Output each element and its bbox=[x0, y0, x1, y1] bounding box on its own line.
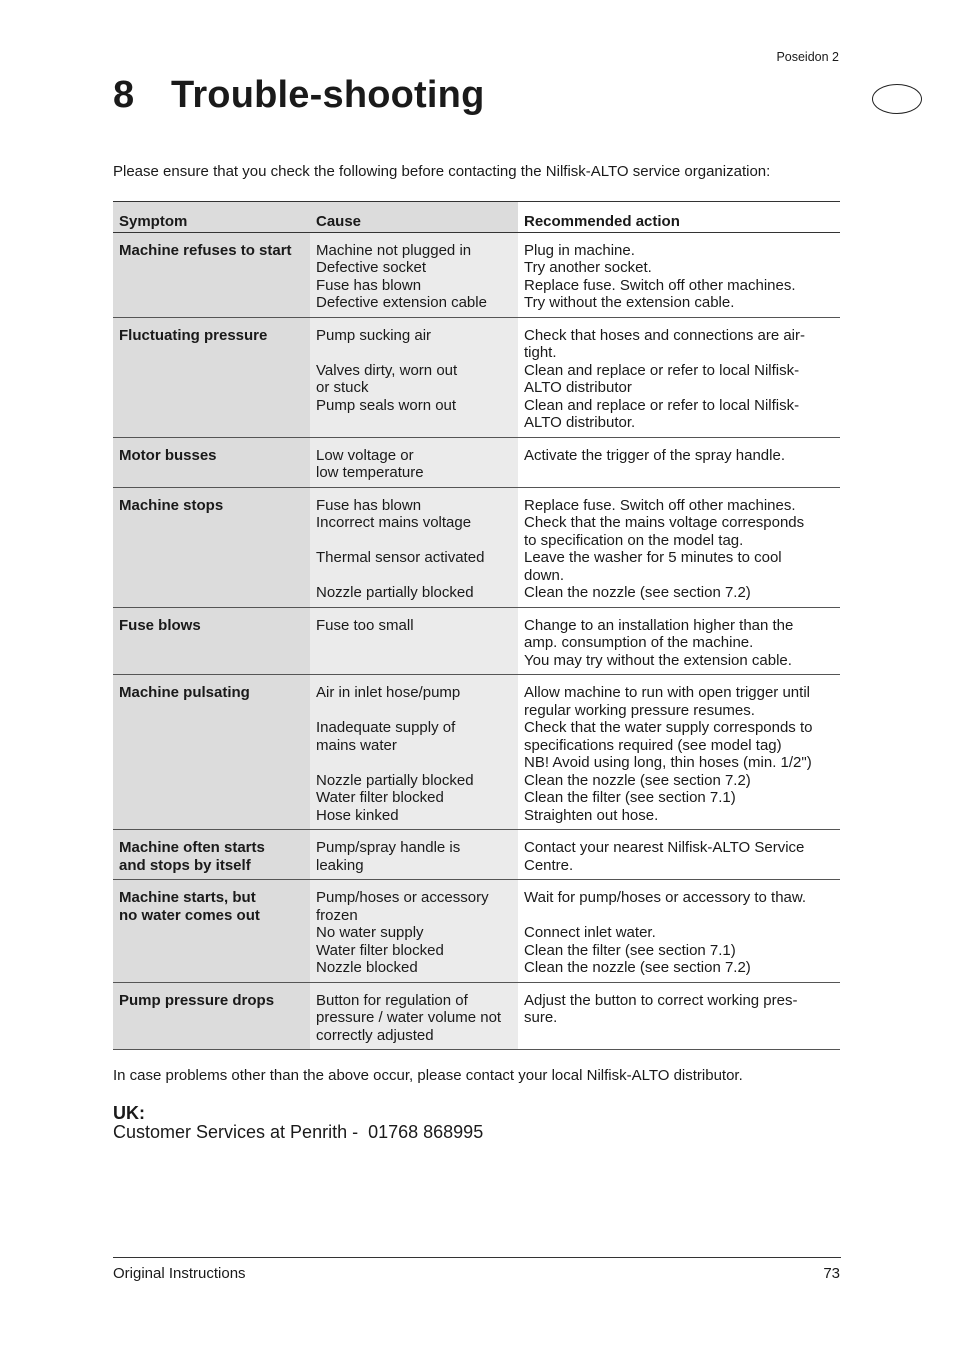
symptom-cell-line: no water comes out bbox=[119, 906, 260, 924]
cause-cell-line: Fuse has blown bbox=[316, 276, 422, 294]
symptom-cell bbox=[113, 880, 310, 983]
action-cell-line: Clean the nozzle (see section 7.2) bbox=[524, 584, 751, 601]
cause-cell-line: pressure / water volume not bbox=[316, 1009, 502, 1026]
action-cell-line: Wait for pump/hoses or accessory to thaw. bbox=[524, 889, 807, 906]
contact-line: Customer Services at Penrith - 01768 868995 bbox=[113, 1122, 484, 1142]
action-cell bbox=[518, 317, 840, 437]
table-row bbox=[113, 317, 840, 437]
symptom-cell-line: Pump pressure drops bbox=[119, 991, 275, 1009]
action-cell-line: specifications required (see model tag) bbox=[524, 736, 782, 754]
table-row bbox=[113, 982, 840, 1050]
table-row bbox=[113, 675, 840, 830]
symptom-cell bbox=[113, 607, 310, 675]
table-row bbox=[113, 607, 840, 675]
action-cell-line: Replace fuse. Switch off other machines. bbox=[524, 496, 796, 514]
action-cell-line: ALTO distributor. bbox=[524, 414, 636, 431]
cause-cell-line: correctly adjusted bbox=[316, 1026, 434, 1044]
cause-cell-line: Low voltage or bbox=[316, 446, 414, 464]
outro-paragraph: In case problems other than the above occur, please contact your local Nilfisk-ALTO distributor. bbox=[113, 1067, 743, 1084]
cause-cell-line: Valves dirty, worn out bbox=[316, 361, 458, 379]
table-row bbox=[113, 880, 840, 983]
action-cell-line bbox=[524, 907, 834, 925]
action-cell-line: Clean the nozzle (see section 7.2) bbox=[524, 959, 751, 976]
action-cell-line: Centre. bbox=[524, 856, 574, 874]
action-cell-line: Change to an installation higher than the bbox=[524, 616, 794, 634]
symptom-cell bbox=[113, 487, 310, 607]
symptom-cell-line: Fuse blows bbox=[119, 616, 201, 634]
cause-cell-line: mains water bbox=[316, 736, 397, 754]
action-cell bbox=[518, 487, 840, 607]
cause-cell bbox=[310, 982, 518, 1050]
action-cell-line: Clean the filter (see section 7.1) bbox=[524, 789, 736, 806]
table-row bbox=[113, 232, 840, 317]
symptom-cell bbox=[113, 675, 310, 830]
cause-cell-line: Defective socket bbox=[316, 259, 427, 276]
section-number: 8 bbox=[113, 74, 135, 116]
symptom-cell bbox=[113, 982, 310, 1050]
symptom-cell-line: Machine pulsating bbox=[119, 684, 250, 701]
cause-cell-line: Hose kinked bbox=[316, 806, 399, 824]
cause-cell-line: Fuse too small bbox=[316, 616, 414, 634]
action-cell-line: Clean and replace or refer to local Nilfisk- bbox=[524, 396, 800, 414]
symptom-cell-line: Machine often starts bbox=[119, 839, 265, 856]
cause-cell-line: Thermal sensor activated bbox=[316, 549, 485, 566]
action-cell-line: Adjust the button to correct working pres- bbox=[524, 991, 798, 1009]
header-product-name: Poseidon 2 bbox=[776, 50, 839, 64]
action-cell bbox=[518, 607, 840, 675]
action-cell bbox=[518, 675, 840, 830]
cause-cell-line bbox=[316, 532, 512, 550]
cause-cell-line: Inadequate supply of bbox=[316, 719, 456, 736]
action-cell-line: NB! Avoid using long, thin hoses (min. 1/2") bbox=[524, 754, 812, 771]
action-cell-line: You may try without the extension cable. bbox=[524, 651, 792, 669]
action-cell-line: amp. consumption of the machine. bbox=[524, 634, 754, 651]
cause-cell-line: Button for regulation of bbox=[316, 991, 468, 1009]
action-cell-line: ALTO distributor bbox=[524, 379, 632, 396]
symptom-cell bbox=[113, 317, 310, 437]
cause-cell-line: Air in inlet hose/pump bbox=[316, 684, 461, 701]
section-title-text: Trouble-shooting bbox=[171, 74, 485, 116]
action-cell-line: Replace fuse. Switch off other machines. bbox=[524, 276, 796, 294]
action-cell-line: Try without the extension cable. bbox=[524, 294, 735, 311]
action-cell-line: Check that the mains voltage corresponds bbox=[524, 514, 805, 531]
cause-cell-line: Pump seals worn out bbox=[316, 396, 457, 414]
symptom-cell-line: Fluctuating pressure bbox=[119, 326, 268, 344]
contact-country-label: UK: bbox=[113, 1103, 145, 1123]
action-cell-line: sure. bbox=[524, 1009, 558, 1026]
cause-cell-line: Nozzle partially blocked bbox=[316, 584, 474, 601]
cause-cell bbox=[310, 607, 518, 675]
cause-cell bbox=[310, 487, 518, 607]
action-cell-line: Activate the trigger of the spray handle. bbox=[524, 446, 785, 464]
action-cell-line: Plug in machine. bbox=[524, 241, 635, 259]
cause-cell-line: leaking bbox=[316, 856, 364, 874]
cause-cell-line bbox=[316, 754, 512, 772]
page-number: 73 bbox=[823, 1265, 840, 1282]
action-cell-line: Try another socket. bbox=[524, 259, 652, 276]
symptom-cell bbox=[113, 830, 310, 880]
cause-cell-line: No water supply bbox=[316, 924, 424, 941]
page-title bbox=[113, 74, 485, 117]
cause-cell bbox=[310, 880, 518, 983]
action-cell-line: Connect inlet water. bbox=[524, 924, 656, 941]
action-cell-line: Clean and replace or refer to local Nilfisk- bbox=[524, 361, 800, 379]
table-body bbox=[113, 232, 840, 1050]
language-marker-oval bbox=[872, 84, 922, 114]
table-row bbox=[113, 830, 840, 880]
symptom-cell-line: Machine stops bbox=[119, 496, 224, 514]
symptom-cell-line: Machine refuses to start bbox=[119, 241, 292, 259]
cause-cell-line: Machine not plugged in bbox=[316, 241, 472, 259]
action-cell-line: Straighten out hose. bbox=[524, 806, 659, 824]
action-cell bbox=[518, 880, 840, 983]
cause-cell-line: Pump/hoses or accessory bbox=[316, 889, 489, 906]
cause-cell bbox=[310, 830, 518, 880]
cause-cell-line: Fuse has blown bbox=[316, 496, 422, 514]
symptom-cell bbox=[113, 437, 310, 487]
footer-document-label: Original Instructions bbox=[113, 1265, 246, 1282]
troubleshooting-table bbox=[113, 201, 840, 1050]
table-row bbox=[113, 487, 840, 607]
cause-cell-line: or stuck bbox=[316, 379, 369, 396]
cause-cell-line: Pump/spray handle is bbox=[316, 839, 461, 856]
symptom-cell-line: Machine starts, but bbox=[119, 889, 256, 906]
table-header-row bbox=[113, 202, 840, 233]
action-cell bbox=[518, 437, 840, 487]
action-cell-line: Check that hoses and connections are air- bbox=[524, 326, 805, 344]
cause-cell bbox=[310, 232, 518, 317]
symptom-cell-line: Motor busses bbox=[119, 446, 217, 464]
header-symptom: Symptom bbox=[113, 202, 310, 233]
cause-cell-line bbox=[316, 702, 512, 720]
action-cell-line: Clean the filter (see section 7.1) bbox=[524, 941, 736, 959]
cause-cell bbox=[310, 317, 518, 437]
cause-cell-line: Nozzle partially blocked bbox=[316, 771, 474, 789]
action-cell-line: Allow machine to run with open trigger until bbox=[524, 684, 810, 701]
cause-cell-line: Pump sucking air bbox=[316, 326, 432, 344]
action-cell-line: down. bbox=[524, 566, 565, 584]
cause-cell-line: Water filter blocked bbox=[316, 789, 444, 806]
action-cell bbox=[518, 232, 840, 317]
action-cell bbox=[518, 982, 840, 1050]
table-row bbox=[113, 437, 840, 487]
action-cell-line: Contact your nearest Nilfisk-ALTO Service bbox=[524, 839, 805, 856]
cause-cell-line: Incorrect mains voltage bbox=[316, 514, 472, 531]
cause-cell-line: Water filter blocked bbox=[316, 941, 444, 959]
header-cause: Cause bbox=[310, 202, 518, 233]
cause-cell-line bbox=[316, 344, 512, 362]
action-cell bbox=[518, 830, 840, 880]
cause-cell-line bbox=[316, 567, 512, 585]
action-cell-line: regular working pressure resumes. bbox=[524, 701, 755, 719]
header-action: Recommended action bbox=[518, 202, 840, 233]
cause-cell-line: Defective extension cable bbox=[316, 294, 487, 311]
symptom-cell-line: and stops by itself bbox=[119, 856, 251, 874]
cause-cell-line: Nozzle blocked bbox=[316, 959, 418, 976]
symptom-cell bbox=[113, 232, 310, 317]
cause-cell-line: low temperature bbox=[316, 464, 424, 481]
action-cell-line: Check that the water supply corresponds to bbox=[524, 719, 813, 736]
cause-cell bbox=[310, 437, 518, 487]
action-cell-line: to specification on the model tag. bbox=[524, 531, 744, 549]
intro-paragraph: Please ensure that you check the following before contacting the Nilfisk-ALTO service organization: bbox=[113, 163, 771, 180]
cause-cell-line: frozen bbox=[316, 906, 358, 924]
cause-cell bbox=[310, 675, 518, 830]
action-cell-line: Leave the washer for 5 minutes to cool bbox=[524, 549, 782, 566]
action-cell-line: Clean the nozzle (see section 7.2) bbox=[524, 771, 751, 789]
footer-divider bbox=[113, 1257, 841, 1258]
action-cell-line: tight. bbox=[524, 344, 557, 361]
